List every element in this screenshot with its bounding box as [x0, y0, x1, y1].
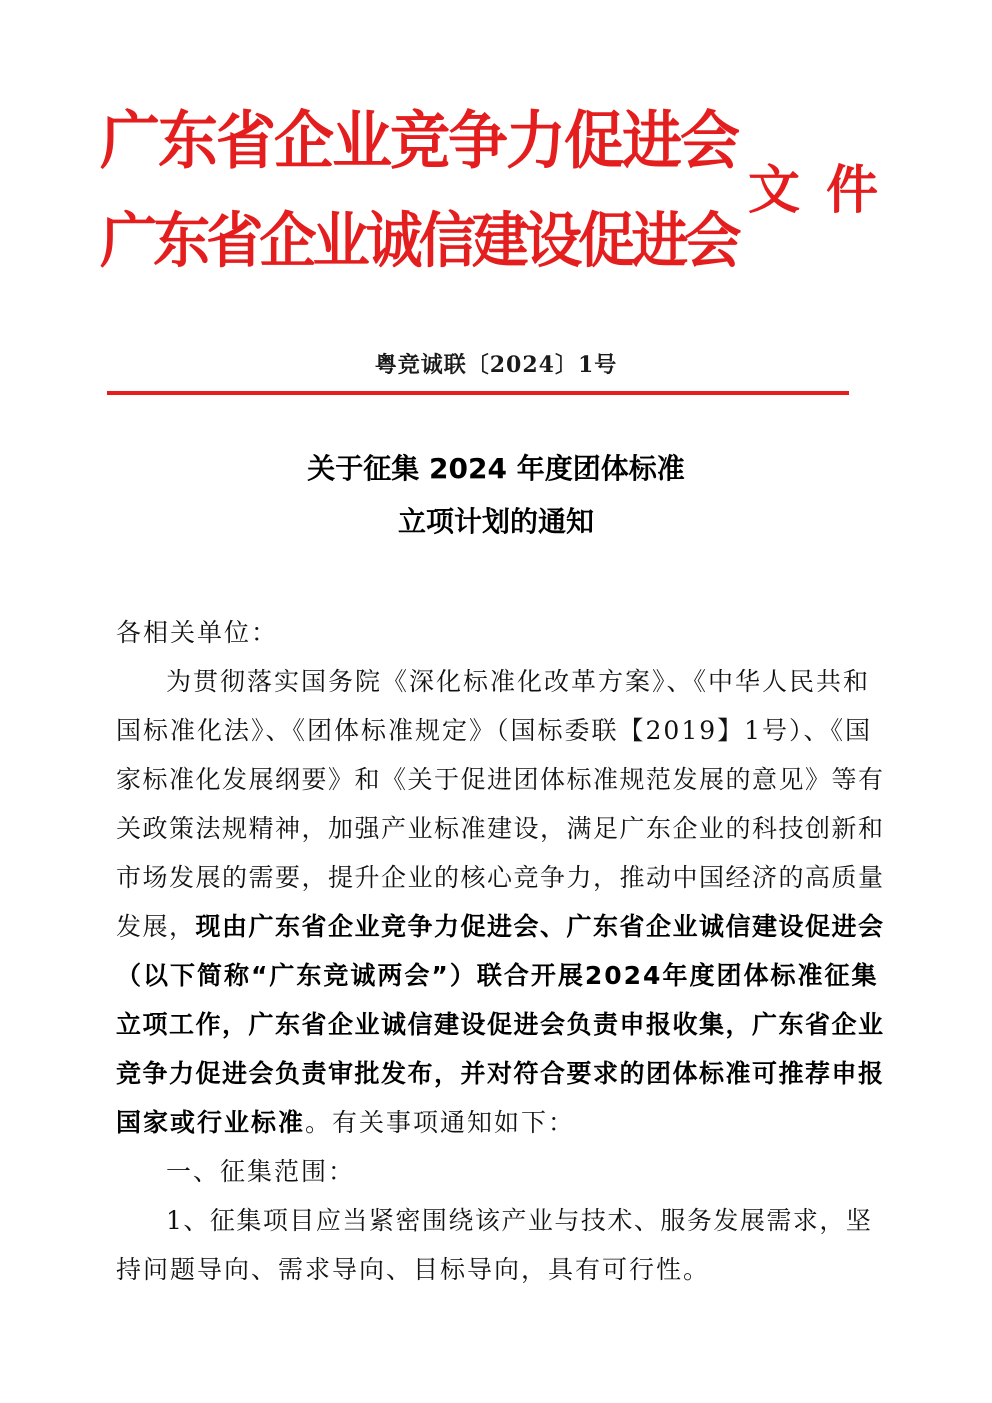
paragraph-line-bold: 竞争力促进会负责审批发布，并对符合要求的团体标准可推荐申报 — [116, 1059, 885, 1088]
paragraph-line — [116, 1110, 575, 1135]
paragraph-line-bold: （以下简称“广东竞诚两会”）联合开展2024年度团体标准征集 — [116, 961, 879, 990]
paragraph-text: 发展， — [116, 912, 196, 941]
paragraph-line: 市场发展的需要，提升企业的核心竞争力，推动中国经济的高质量 — [116, 863, 885, 892]
document-number: 粤竞诚联〔2024〕1号 — [374, 352, 618, 378]
section-heading: 一、征集范围： — [166, 1157, 356, 1186]
paragraph-line: 国标准化法》、《团体标准规定》（国标委联【2019】1号）、《国 — [116, 716, 873, 745]
issuer-org-1: 广东省企业竞争力促进会 — [100, 104, 738, 179]
paragraph-text: 。有关事项通知如下： — [305, 1108, 576, 1137]
bold-text: 国家或行业标准 — [116, 1108, 306, 1137]
list-item-line: 持问题导向、需求导向、目标导向，具有可行性。 — [116, 1255, 711, 1284]
list-item-line: 1、征集项目应当紧密围绕该产业与技术、服务发展需求，坚 — [166, 1206, 873, 1235]
document-label: 文件 — [748, 161, 905, 221]
paragraph-line: 关政策法规精神，加强产业标准建设，满足广东企业的科技创新和 — [116, 814, 885, 843]
notice-title-line-2: 立项计划的通知 — [397, 505, 594, 538]
paragraph-line — [116, 914, 885, 939]
paragraph-line-bold: 立项工作，广东省企业诚信建设促进会负责申报收集，广东省企业 — [116, 1010, 885, 1039]
red-divider — [107, 391, 849, 395]
paragraph-line: 家标准化发展纲要》和《关于促进团体标准规范发展的意见》等有 — [116, 765, 885, 794]
issuer-org-2: 广东省企业诚信建设促进会 — [100, 206, 738, 277]
paragraph-line: 为贯彻落实国务院《深化标准化改革方案》、《中华人民共和 — [166, 667, 871, 696]
notice-title-line-1: 关于征集 2024 年度团体标准 — [307, 452, 685, 485]
salutation: 各相关单位： — [116, 618, 279, 647]
bold-text: 现由广东省企业竞争力促进会、广东省企业诚信建设促进会 — [195, 912, 885, 941]
